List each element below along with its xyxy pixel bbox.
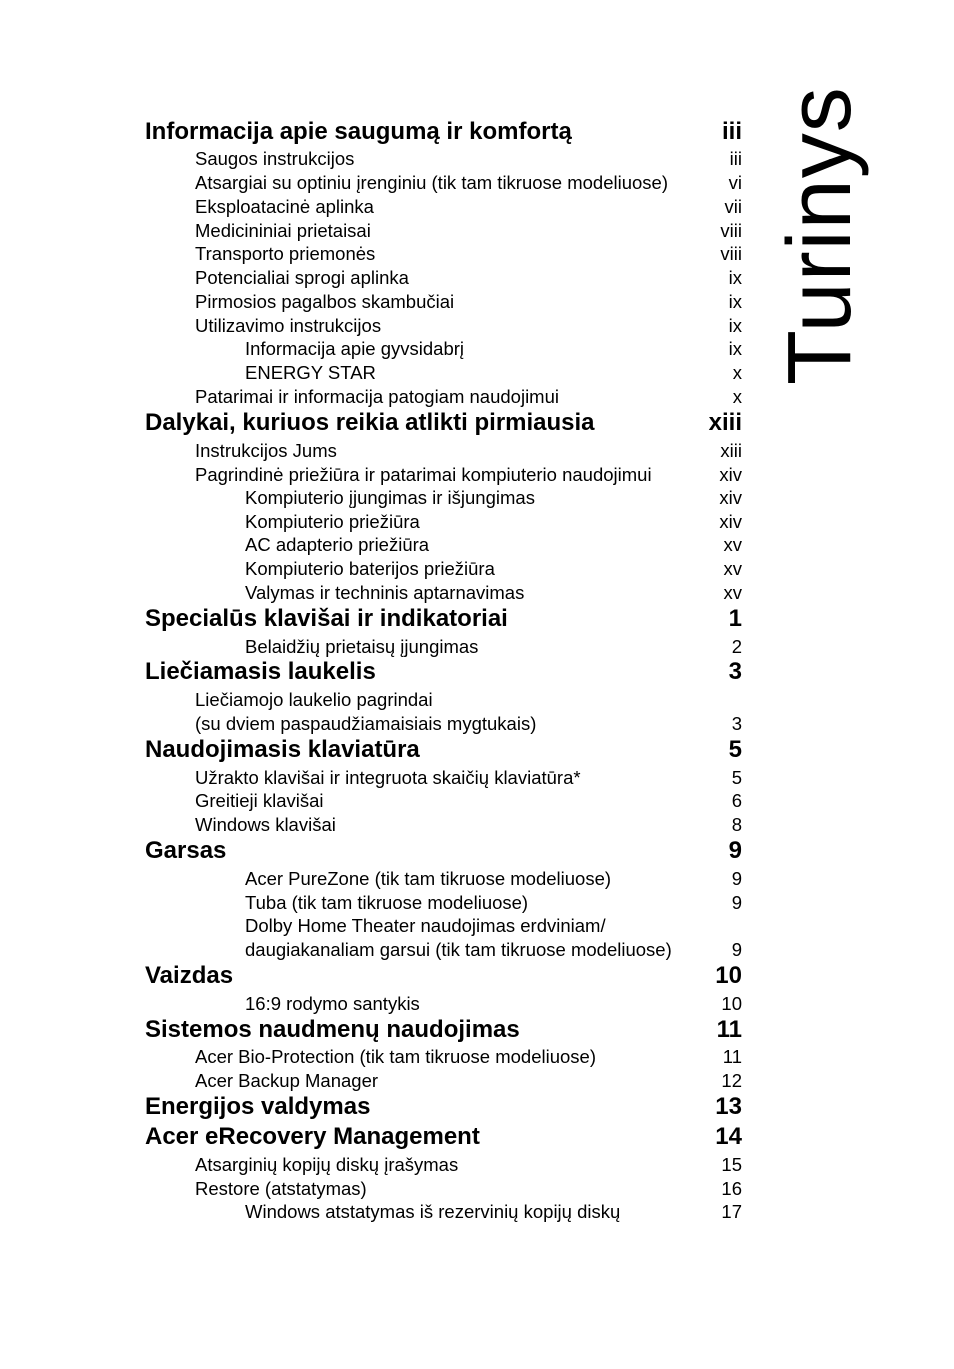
toc-entry-title: Acer PureZone (tik tam tikruose modeliuose) [245,868,612,889]
toc-entry-title: Kompiuterio įjungimas ir išjungimas [245,487,535,508]
toc-entry-title: Pirmosios pagalbos skambučiai [195,291,455,312]
toc-page-number: 6 [731,790,742,811]
toc-entry-title: Kompiuterio baterijos priežiūra [245,558,495,579]
toc-page-number: x [732,386,742,407]
toc-entry-title: ENERGY STAR [245,362,376,383]
toc-entry-title: Belaidžių prietaisų įjungimas [245,636,479,657]
toc-page-number: x [732,362,742,383]
toc-entry-title: Restore (atstatymas) [195,1178,367,1199]
toc-page-number: viii [720,220,742,241]
toc-entry-title: Sistemos naudmenų naudojimas [145,1016,520,1043]
toc-page-number: 9 [731,868,742,889]
toc-entry-title: Potencialiai sprogi aplinka [195,267,409,288]
toc-page-number: 14 [715,1123,742,1150]
toc-page-number: xiii [720,440,742,461]
toc-page-number: ix [728,315,742,336]
toc-entry-title: Informacija apie saugumą ir komfortą [145,118,572,145]
toc-entry-title: Vaizdas [145,962,234,989]
toc-entry-title: Atsargiai su optiniu įrenginiu (tik tam tikruose modeliuose) [195,172,668,193]
toc-page-number: viii [720,243,742,264]
toc-entry-title: Patarimai ir informacija patogiam naudojimui [195,386,559,407]
toc-entry-title: Medicininiai prietaisai [195,220,371,241]
toc-entry-title: Kompiuterio priežiūra [245,511,420,532]
toc-page-number: 1 [728,605,742,632]
toc-entry-title: Užrakto klavišai ir integruota skaičių klaviatūra* [195,767,581,788]
toc-entry-title: Greitieji klavišai [195,790,324,811]
toc-entry-title: Utilizavimo instrukcijos [195,315,382,336]
toc-entry-title: Acer eRecovery Management [145,1123,480,1150]
toc-entry-title: Specialūs klavišai ir indikatoriai [145,605,508,632]
toc-page-number: 12 [721,1070,742,1091]
toc-entry-title: Acer Backup Manager [195,1070,379,1091]
toc-page-number: 9 [728,837,742,864]
toc-page-number: ix [728,291,742,312]
toc-page-number: 9 [731,892,742,913]
toc-entry-title: Liečiamojo laukelio pagrindai [195,689,433,710]
toc-entry-title: AC adapterio priežiūra [245,534,430,555]
toc-entry-title: Dalykai, kuriuos reikia atlikti pirmiausia [145,409,595,436]
toc-page-number: 3 [731,713,742,734]
toc-page-number: 2 [731,636,742,657]
toc-entry-title: Liečiamasis laukelis [145,658,376,685]
toc-page-number: ix [728,267,742,288]
toc-page-number: xiv [719,511,742,532]
toc-page-number: 11 [722,1046,742,1067]
toc-page-number: iii [721,118,742,145]
toc-entry-title: Eksploatacinė aplinka [195,196,374,217]
toc-entry-title: Informacija apie gyvsidabrį [245,338,465,359]
page-title: Turinys [770,86,870,385]
toc-page-number: 9 [731,939,742,960]
toc-page-number: xv [723,534,742,555]
toc-page-number: 3 [728,658,742,685]
toc-page-number: xiii [708,409,742,436]
toc-entry-title: daugiakanaliam garsui (tik tam tikruose modeliuose) [245,939,672,960]
toc-entry-title: Instrukcijos Jums [195,440,337,461]
toc-entry-title: Tuba (tik tam tikruose modeliuose) [245,892,529,913]
toc-entry-title: Garsas [145,837,227,864]
toc-page-number: vii [724,196,742,217]
toc-page-number: 16 [721,1178,742,1199]
toc-entry-title: Atsarginių kopijų diskų įrašymas [195,1154,459,1175]
toc-page-number: 5 [731,767,742,788]
toc-entry-title: Naudojimasis klaviatūra [145,736,420,763]
toc-page-number: 13 [715,1093,742,1120]
toc-entry-title: Saugos instrukcijos [195,148,355,169]
toc-entry-title: (su dviem paspaudžiamaisiais mygtukais) [195,713,537,734]
toc-page-number: vi [728,172,742,193]
toc-page-number: xiv [719,487,742,508]
toc-page-number: 8 [731,814,742,835]
toc-entry-title: Energijos valdymas [145,1093,371,1120]
toc-page-number: 17 [721,1201,742,1222]
toc-page-number: iii [729,148,742,169]
toc-page-number: xiv [719,464,742,485]
toc-page-number: xv [723,582,742,603]
toc-entry-title: 16:9 rodymo santykis [245,993,420,1014]
toc-entry-title: Acer Bio-Protection (tik tam tikruose modeliuose) [195,1046,596,1067]
toc-entry-title: Dolby Home Theater naudojimas erdviniam/ [245,915,606,936]
toc-entry-title: Windows atstatymas iš rezervinių kopijų diskų [245,1201,621,1222]
toc-page-number: 11 [716,1016,742,1043]
toc-entry-title: Valymas ir techninis aptarnavimas [245,582,525,603]
toc-page-number: 15 [721,1154,742,1175]
toc-page-number: ix [728,338,742,359]
toc-page-number: 10 [721,993,742,1014]
toc-entry-title: Windows klavišai [195,814,336,835]
toc-entry-title: Pagrindinė priežiūra ir patarimai kompiuterio naudojimui [195,464,652,485]
toc-entry-title: Transporto priemonės [195,243,376,264]
toc-page-number: 5 [728,736,742,763]
toc-page-number: xv [723,558,742,579]
toc-page-number: 10 [715,962,742,989]
